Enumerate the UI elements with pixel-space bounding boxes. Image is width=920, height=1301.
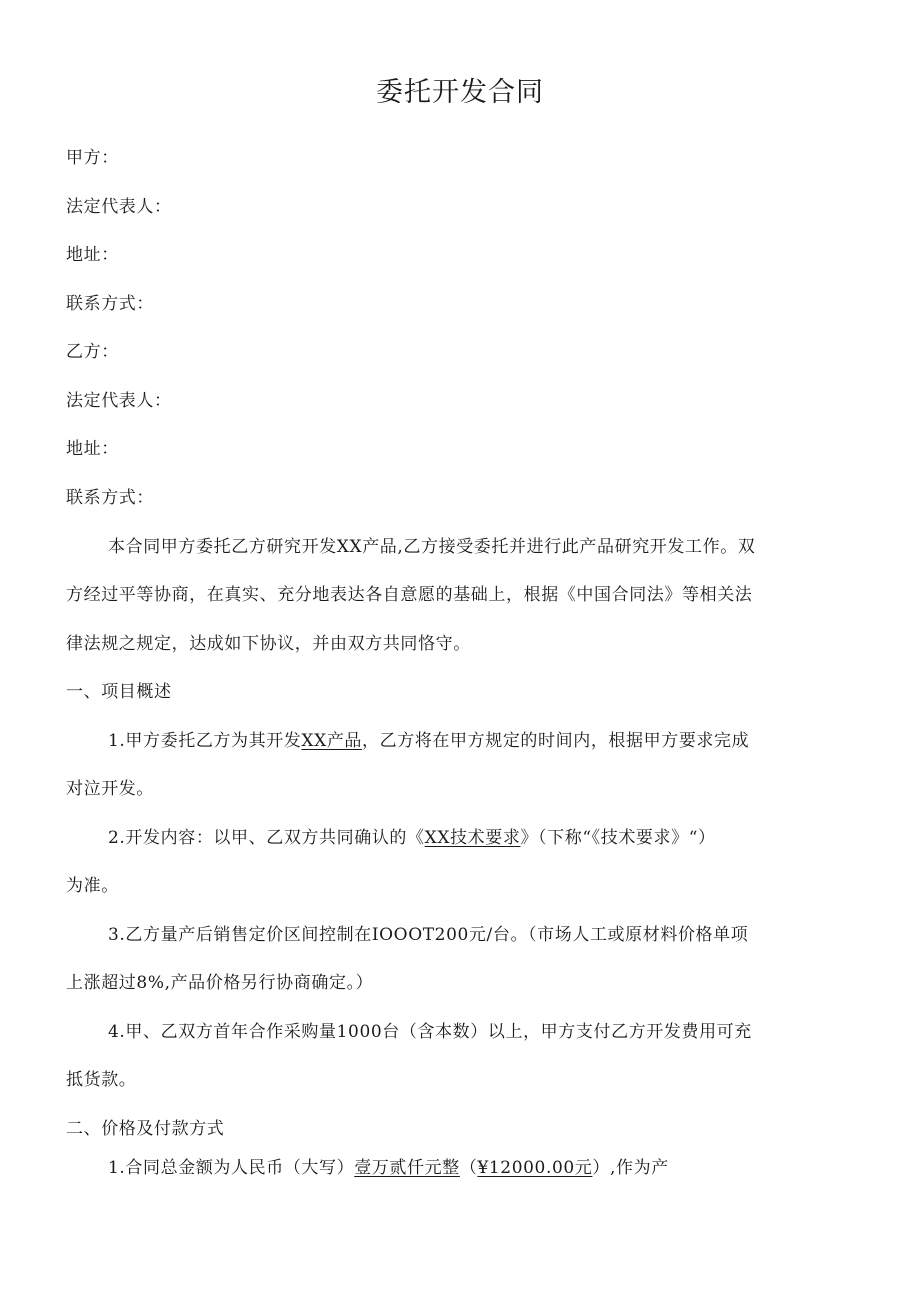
party-a-legal-rep: 法定代表人： — [66, 197, 172, 217]
amount-in-figures-underlined: ¥12000.00元 — [477, 1158, 593, 1178]
clause-text: （ — [459, 1158, 478, 1178]
intro-paragraph-line: 本合同甲方委托乙方研究开发XX产品,乙方接受委托并进行此产品研究开发工作。双 — [108, 537, 756, 557]
party-a-label: 甲方： — [66, 148, 119, 168]
intro-paragraph-line: 方经过平等协商，在真实、充分地表达各自意愿的基础上，根据《中国合同法》等相关法 — [66, 585, 753, 605]
clause-1-1 — [108, 729, 749, 753]
party-b-contact: 联系方式： — [66, 488, 154, 508]
party-a-contact: 联系方式： — [66, 294, 154, 314]
party-b-label: 乙方： — [66, 342, 119, 362]
party-a-address: 地址： — [66, 245, 119, 265]
amount-in-words-underlined: 壹万贰仟元整 — [354, 1158, 460, 1178]
clause-text: ，乙方将在甲方规定的时间内，根据甲方要求完成 — [362, 731, 750, 751]
tech-requirements-underlined: XX技术要求 — [424, 828, 521, 848]
section-heading-overview: 一、项目概述 — [66, 682, 172, 702]
product-name-underlined: XX产品 — [301, 731, 363, 751]
clause-1-4-continued: 抵货款。 — [66, 1070, 137, 1090]
clause-1-3-continued: 上涨超过8%,产品价格另行协商确定。） — [66, 973, 374, 993]
clause-1-4: 4.甲、乙双方首年合作采购量1000台（含本数）以上，甲方支付乙方开发费用可充 — [108, 1022, 752, 1042]
clause-text: 》（下称“《技术要求》“） — [520, 828, 716, 848]
clause-1-2-continued: 为准。 — [66, 876, 119, 896]
document-title: 委托开发合同 — [376, 77, 544, 108]
clause-text: ）,作为产 — [592, 1158, 669, 1178]
party-b-address: 地址： — [66, 439, 119, 459]
party-b-legal-rep: 法定代表人： — [66, 391, 172, 411]
clause-1-2 — [108, 826, 716, 850]
intro-paragraph-line: 律法规之规定，达成如下协议，并由双方共同恪守。 — [66, 634, 471, 654]
section-heading-price-payment: 二、价格及付款方式 — [66, 1119, 225, 1139]
clause-2-1 — [108, 1156, 669, 1180]
clause-text: 1.合同总金额为人民币（大写） — [108, 1158, 355, 1178]
clause-1-3: 3.乙方量产后销售定价区间控制在IOOOT200元/台。（市场人工或原材料价格单项 — [108, 925, 749, 945]
clause-text: 1.甲方委托乙方为其开发 — [108, 731, 302, 751]
clause-1-1-continued: 对泣开发。 — [66, 779, 154, 799]
clause-text: 2.开发内容：以甲、乙双方共同确认的《 — [108, 828, 425, 848]
